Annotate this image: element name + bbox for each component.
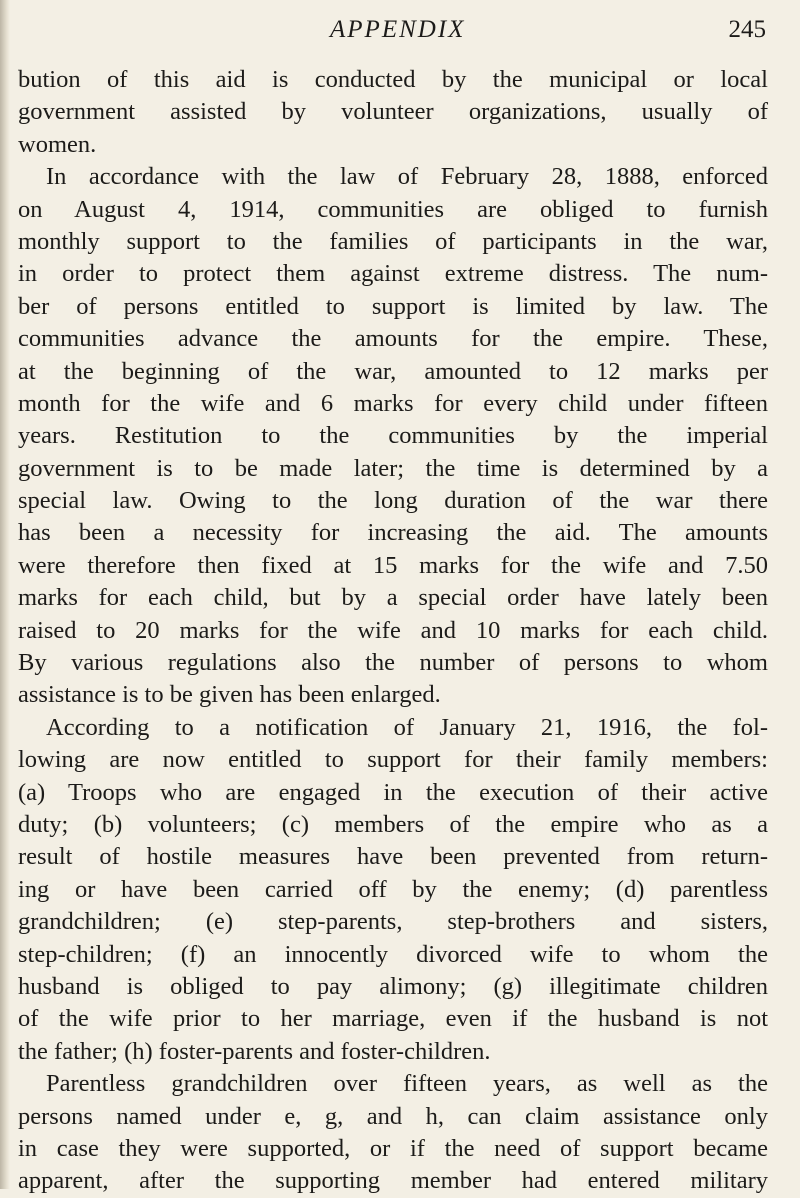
text-line: raised to 20 marks for the wife and 10 marks for each child. — [18, 616, 768, 644]
body-text — [18, 64, 768, 1198]
text-line: According to a notification of January 21, 1916, the fol- — [46, 713, 768, 741]
text-line: month for the wife and 6 marks for every child under fifteen — [18, 389, 768, 417]
running-head: APPENDIX — [330, 16, 466, 43]
text-line: duty; (b) volunteers; (c) members of the empire who as a — [18, 810, 768, 838]
text-line: In accordance with the law of February 28, 1888, enforced — [46, 163, 768, 191]
text-line: has been a necessity for increasing the aid. The amounts — [18, 519, 768, 547]
text-line: years. Restitution to the communities by the imperial — [18, 422, 768, 450]
text-line: lowing are now entitled to support for their family members: — [18, 746, 768, 774]
text-line: (a) Troops who are engaged in the execution of their active — [18, 778, 768, 806]
text-line: were therefore then fixed at 15 marks for the wife and 7.50 — [18, 551, 768, 579]
page-gutter-shadow — [0, 0, 10, 1189]
text-line: persons named under e, g, and h, can claim assistance only — [18, 1102, 768, 1130]
text-line: special law. Owing to the long duration of the war there — [18, 487, 768, 515]
text-line: in case they were supported, or if the need of support became — [18, 1134, 768, 1162]
text-line: the father; (h) foster-parents and foster-children. — [18, 1037, 491, 1065]
text-line: of the wife prior to her marriage, even if the husband is not — [18, 1005, 768, 1033]
text-line: government is to be made later; the time is determined by a — [18, 454, 768, 482]
text-line: ber of persons entitled to support is limited by law. The — [18, 292, 768, 320]
text-line: women. — [18, 130, 97, 158]
text-line: at the beginning of the war, amounted to 12 marks per — [18, 357, 768, 385]
text-line: result of hostile measures have been prevented from return- — [18, 843, 768, 871]
text-line: assistance is to be given has been enlarged. — [18, 681, 441, 709]
text-line: in order to protect them against extreme distress. The num- — [18, 260, 768, 288]
text-line: husband is obliged to pay alimony; (g) illegitimate children — [18, 972, 768, 1000]
text-line: monthly support to the families of participants in the war, — [18, 227, 768, 255]
text-line: government assisted by volunteer organizations, usually of — [18, 98, 768, 126]
text-line: ing or have been carried off by the enemy; (d) parentless — [18, 875, 768, 903]
page-header — [40, 16, 766, 50]
text-line: communities advance the amounts for the empire. These, — [18, 325, 768, 353]
text-line: By various regulations also the number of persons to whom — [18, 649, 768, 677]
text-line: on August 4, 1914, communities are obliged to furnish — [18, 195, 768, 223]
text-line: Parentless grandchildren over fifteen years, as well as the — [46, 1070, 768, 1098]
text-line: grandchildren; (e) step-parents, step-brothers and sisters, — [18, 908, 768, 936]
text-line: bution of this aid is conducted by the municipal or local — [18, 66, 768, 93]
page-number: 245 — [728, 16, 766, 43]
text-line: apparent, after the supporting member had entered military — [18, 1167, 768, 1195]
text-line: step-children; (f) an innocently divorced wife to whom the — [18, 940, 768, 968]
text-line: marks for each child, but by a special order have lately been — [18, 584, 768, 612]
